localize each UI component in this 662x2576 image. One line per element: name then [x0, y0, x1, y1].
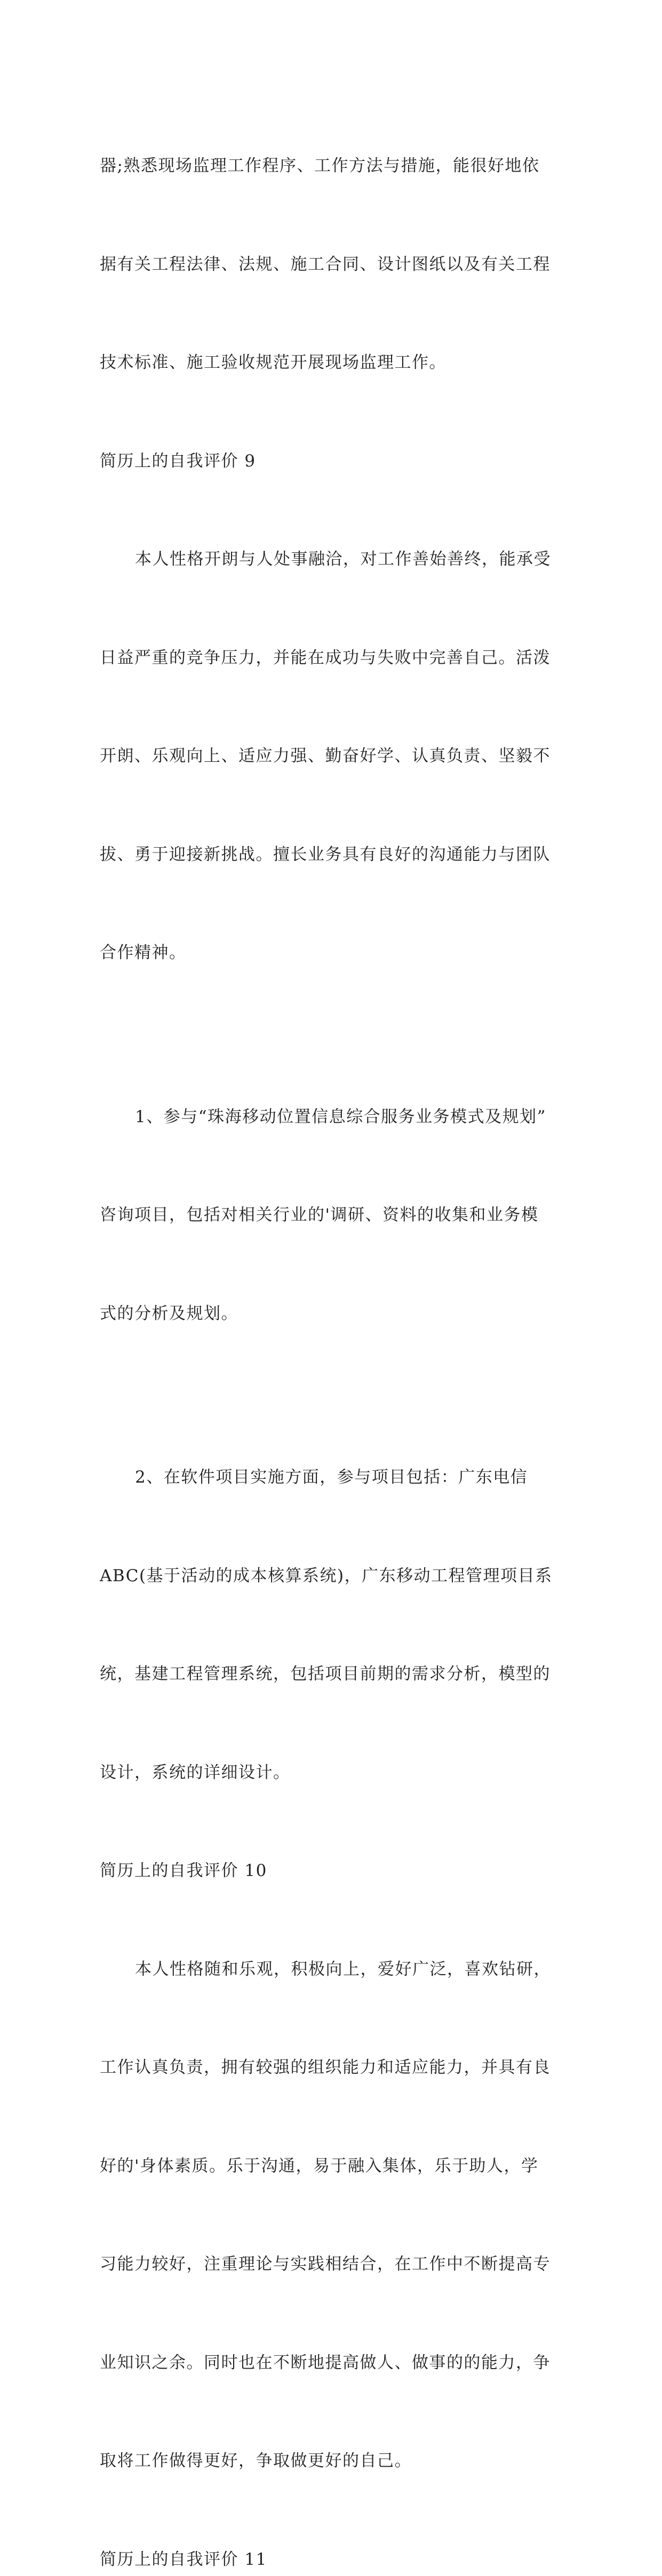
text-line: 拔、勇于迎接新挑战。擅长业务具有良好的沟通能力与团队: [100, 839, 569, 872]
text-line: 技术标准、施工验收规范开展现场监理工作。: [100, 347, 569, 380]
text-line: 习能力较好，注重理论与实践相结合，在工作中不断提高专: [100, 2248, 569, 2281]
section-heading-9: 简历上的自我评价 9: [100, 445, 569, 478]
text-line: 工作认真负责，拥有较强的组织能力和适应能力，并具有良: [100, 2051, 569, 2084]
text-line: 设计，系统的详细设计。: [100, 1757, 569, 1790]
document-body: [100, 84, 569, 2576]
section-heading-11: 简历上的自我评价 11: [100, 2543, 569, 2576]
text-line: 式的分析及规划。: [100, 1298, 569, 1331]
text-line: ABC(基于活动的成本核算系统)，广东移动工程管理项目系: [100, 1560, 569, 1593]
text-line: 日益严重的竞争压力，并能在成功与失败中完善自己。活泼: [100, 642, 569, 675]
text-line: 好的'身体素质。乐于沟通，易于融入集体，乐于助人，学: [100, 2150, 569, 2183]
section9-paragraph-3: [100, 1396, 569, 1855]
text-line: 业知识之余。同时也在不断地提高做人、做事的的能力，争: [100, 2347, 569, 2380]
section10-paragraph-1: [100, 1888, 569, 2543]
text-line: 咨询项目，包括对相关行业的'调研、资料的收集和业务模: [100, 1199, 569, 1232]
section9-paragraph-1: [100, 478, 569, 1035]
text-line: 开朗、乐观向上、适应力强、勤奋好学、认真负责、坚毅不: [100, 740, 569, 773]
text-line: 器;熟悉现场监理工作程序、工作方法与措施，能很好地依: [100, 150, 569, 183]
text-line: 统，基建工程管理系统，包括项目前期的需求分析，模型的: [100, 1658, 569, 1691]
intro-paragraph: [100, 84, 569, 445]
text-line: 据有关工程法律、法规、施工合同、设计图纸以及有关工程: [100, 248, 569, 281]
text-line: 1、参与“珠海移动位置信息综合服务业务模式及规划”: [100, 1101, 569, 1134]
section-heading-10: 简历上的自我评价 10: [100, 1855, 569, 1888]
section9-paragraph-2: [100, 1035, 569, 1396]
text-line: 本人性格开朗与人处事融洽，对工作善始善终，能承受: [100, 543, 569, 576]
text-line: 取将工作做得更好，争取做更好的自己。: [100, 2445, 569, 2478]
document-page: [0, 0, 662, 935]
text-line: 2、在软件项目实施方面，参与项目包括：广东电信: [100, 1461, 569, 1494]
text-line: 合作精神。: [100, 937, 569, 970]
text-line: 本人性格随和乐观，积极向上，爱好广泛，喜欢钻研，: [100, 1953, 569, 1986]
